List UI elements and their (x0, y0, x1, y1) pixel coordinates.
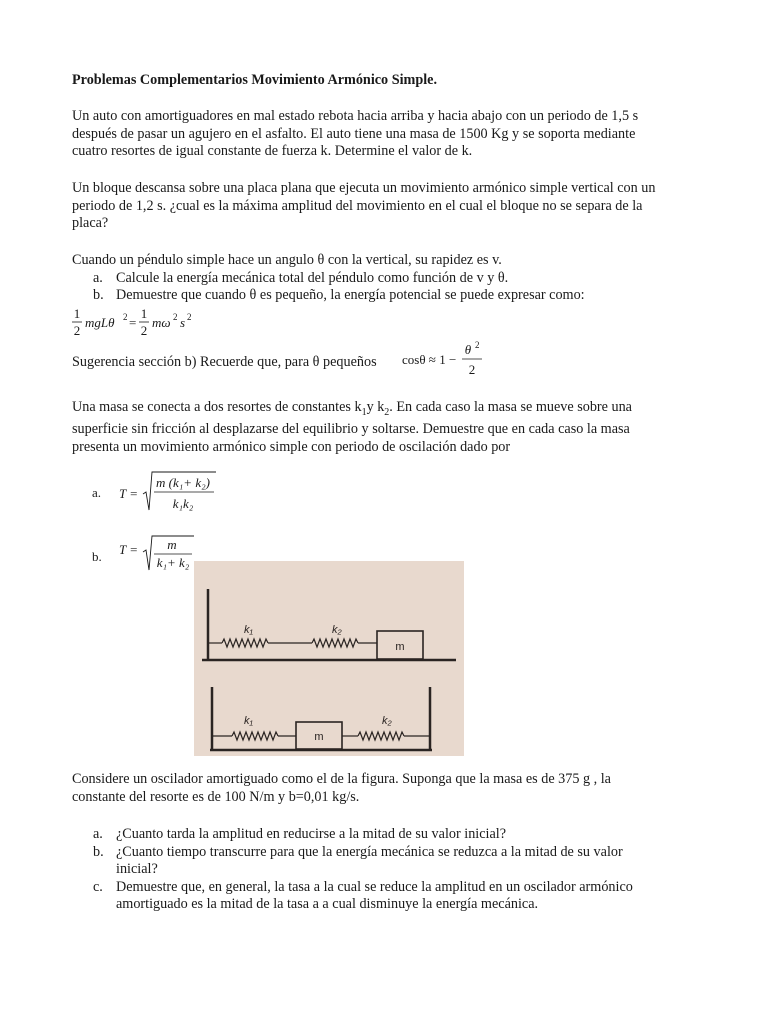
problem-2 (72, 180, 712, 233)
list-item-text: Demuestre que cuando θ es pequeño, la energía potencial se puede expresar como: (116, 287, 585, 303)
bottom-k1-label: k₁ (244, 715, 253, 727)
list-item-text: Demuestre que, en general, la tasa a la cual se reduce la amplitud en un oscilador armónico (116, 878, 633, 895)
top-k1-label: k₁ (244, 624, 253, 636)
hint-line (72, 354, 712, 372)
formula-b-marker: b. (92, 549, 102, 564)
list-marker: b. (93, 287, 104, 303)
eq-equals: = (129, 315, 137, 330)
list-item-text-continued: inicial? (116, 861, 158, 877)
eq-right-exponent-1: 2 (173, 312, 178, 322)
problem-5-line-2: constante del resorte es de 100 N/m y b=0,01 kg/s. (72, 788, 360, 805)
list-item-text-continued: amortiguado es la mitad de la tasa a a cual disminuye la energía mecánica. (116, 896, 539, 912)
problem-4-line-3: presenta un movimiento armónico simple con periodo de oscilación dado por (72, 438, 511, 455)
hint-eq-num-exponent: 2 (475, 340, 480, 350)
energy-equation (72, 305, 232, 341)
top-mass-label: m (395, 641, 405, 653)
eq-left-denominator: 2 (73, 323, 81, 338)
list-marker: b. (93, 843, 104, 860)
list-item (72, 826, 712, 844)
formula-b-denominator: k₁+ k₂ (156, 555, 190, 570)
list-item-text: ¿Cuanto tiempo transcurre para que la energía mecánica se reduzca a la mitad de su valor (116, 843, 623, 860)
list-item (72, 844, 712, 879)
eq-right-s: s (180, 315, 186, 330)
problem-1 (72, 108, 712, 161)
hint-equation (402, 340, 492, 380)
problem-2-line-2: periodo de 1,2 s. ¿cual es la máxima amplitud del movimiento en el cual el bloque no se separa de la (72, 197, 643, 214)
eq-left-body: mgLθ (85, 315, 115, 330)
list-marker: c. (93, 878, 103, 895)
document-title: Problemas Complementarios Movimiento Armónico Simple. (72, 72, 438, 88)
problem-4-line-1-a: Una masa se conecta a dos resortes de constantes k (72, 399, 362, 415)
problem-4-line-1-c: . En cada caso la masa se mueve sobre una (389, 399, 632, 415)
bottom-mass-label: m (314, 731, 324, 743)
problem-4 (72, 399, 712, 456)
hint-eq-denominator: 2 (468, 362, 476, 377)
eq-right-denominator: 2 (140, 323, 148, 338)
problem-3-intro: Cuando un péndulo simple hace un angulo θ con la vertical, su rapidez es v. (72, 252, 502, 268)
problem-5-questions (72, 826, 712, 914)
eq-right-exponent-2: 2 (187, 312, 192, 322)
eq-left-exponent: 2 (123, 312, 128, 322)
problem-5-line-1: Considere un oscilador amortiguado como el de la figura. Suponga que la masa es de 375 g , la (72, 771, 611, 787)
formula-b-numerator: m (167, 537, 177, 552)
problem-3-list (72, 270, 712, 305)
eq-right-body: mω (152, 315, 171, 330)
k1-subscript: 1 (361, 406, 367, 418)
hint-eq-numerator: θ (464, 342, 472, 357)
document-title-block (72, 72, 712, 90)
formula-b-lhs: T = (119, 542, 139, 557)
top-k2-label: k₂ (332, 624, 342, 636)
hint-text: Sugerencia sección b) Recuerde que, para θ pequeños (72, 354, 377, 370)
problem-4-line-2: superficie sin fricción al desplazarse del equilibrio y soltarse. Demuestre que en cada caso la masa (72, 421, 630, 438)
hint-eq-lhs: cosθ ≈ 1 − (402, 352, 457, 367)
formula-a-denominator: k₁k₂ (172, 496, 194, 511)
problem-1-line-1: Un auto con amortiguadores en mal estado rebota hacia arriba y hacia abajo con un periodo de 1,5 s (72, 108, 639, 124)
list-item (72, 287, 712, 305)
list-item (72, 270, 712, 288)
problem-3 (72, 252, 712, 305)
list-marker: a. (93, 269, 103, 286)
problem-4-line-1-b: y k (366, 399, 385, 415)
list-item-text: ¿Cuanto tarda la amplitud en reducirse a la mitad de su valor inicial? (116, 826, 507, 842)
problem-1-line-2: después de pasar un agujero en el asfalto. El auto tiene una masa de 1500 Kg y se soporta mediante (72, 125, 636, 142)
eq-right-numerator: 1 (140, 306, 148, 321)
formula-a-marker: a. (92, 485, 102, 500)
eq-left-numerator: 1 (73, 306, 81, 321)
bottom-k2-label: k₂ (382, 715, 392, 727)
formula-a-lhs: T = (119, 486, 139, 501)
problem-2-line-3: placa? (72, 215, 109, 231)
list-item (72, 879, 712, 914)
problem-1-line-3: cuatro resortes de igual constante de fuerza k. Determine el valor de k. (72, 143, 473, 159)
problem-2-line-1: Un bloque descansa sobre una placa plana que ejecuta un movimiento armónico simple vertical con un (72, 180, 656, 196)
list-item-text: Calcule la energía mecánica total del péndulo como función de v y θ. (116, 269, 509, 286)
list-marker: a. (93, 826, 103, 842)
formula-a (92, 468, 232, 516)
spring-mass-figure (194, 561, 464, 756)
problem-5 (72, 771, 712, 806)
formula-a-numerator: m (k₁+ k₂) (156, 475, 210, 490)
k2-subscript: 2 (384, 406, 390, 418)
problem-5-list (72, 826, 712, 914)
problem-4-line-1 (72, 399, 712, 421)
